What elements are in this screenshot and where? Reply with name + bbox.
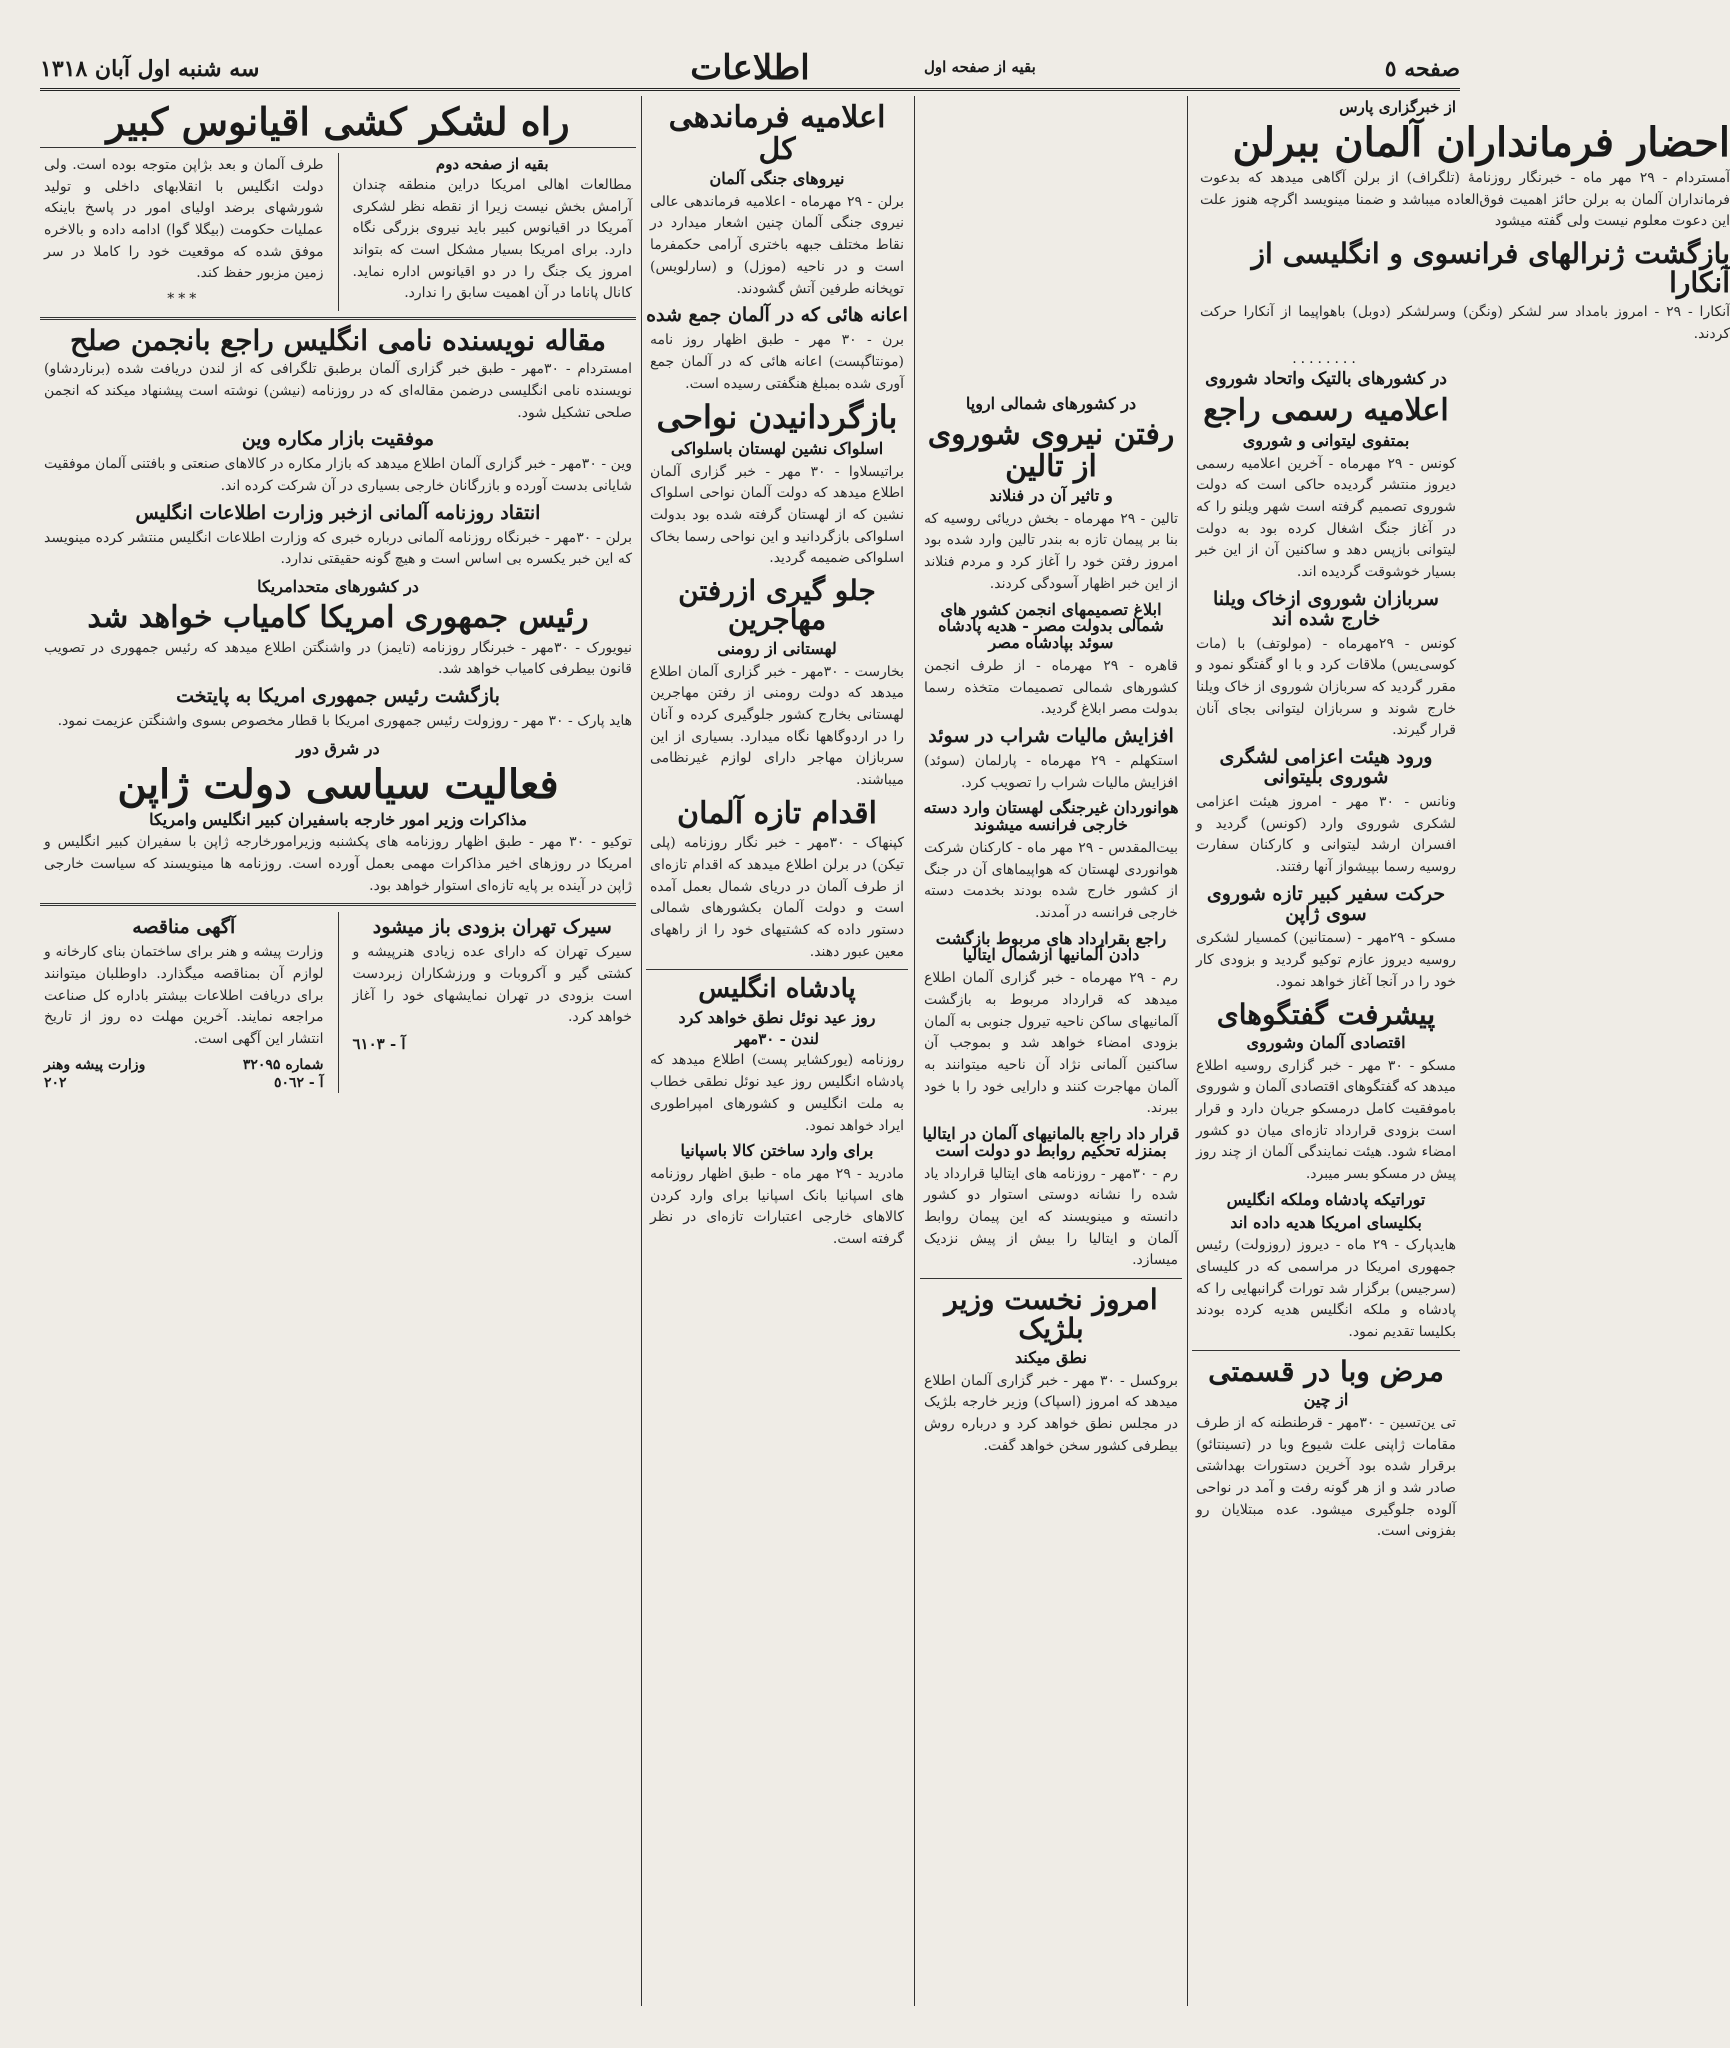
kicker: از خبرگزاری پارس [1339,98,1456,116]
article-spain: مادرید - ۲۹ مهر ماه - طبق اظهار روزنامه های اسپانیا بانک اسپانیا برای وارد کردن کالاهای خارجی اعتبارات تازه‌ای در نظر گرفته است. [650,1166,905,1248]
headline-lithuania: اعلامیه رسمی راجع [1203,393,1449,429]
masthead: اطلاعات [690,48,810,88]
article-cholera: تی ین‌تسین - ۳۰مهر - قرطنطنه که از طرف مقامات ژاپنی علت شیوع وبا در (تسینتائو) برقرار شده بود آخرین دستورات بهداشتی صادر شد و از هر گونه رفت و آمد در نواحی آلوده جلوگیری میشود. عده مبتلایان رو بفزونی است. [1196,1415,1456,1540]
headline-spain: برای وارد ساختن کالا باسپانیا [680,1141,874,1161]
subheadline-refugees: لهستانی از رومنی [717,638,837,658]
headline-italy-agreement: قرار داد راجع بالمانیهای آلمان در ایتالیا بمنزله تحکیم روابط دو دولت است [922,1124,1180,1160]
separator-dots: ........ [1292,351,1360,368]
article-king: روزنامه (یورکشایر پست) اطلاع میدهد که پادشاه انگلیس روز عید نوئل نطقی خطاب به ملت انگلیس و کشورهای امپراطوری ایراد خواهد نمود. [650,1052,904,1134]
column-rule [641,96,642,2006]
article-japan: توکیو - ۳۰ مهر - طبق اظهار روزنامه های پکشنبه وزیرامورخارجه ژاپن با سفیران کبیر انگلیس و امریکا در روزهای اخیر مذاکرات مهمی بعمل آورده است. روزنامه ها مینویسند که سیاست خارجی ژاپن در آینده بر پایه تازه‌ای استوار خواهد بود. [44,834,632,894]
tender-ad [40,912,328,1092]
article-soviet-troops: کونس - ۲۹مهرماه - (مولوتف) با (مات کوسی‌یس) ملاقات کرد و با او گفتگو نمود و مقرر گردید که سربازان شوروی از خاک ویلنا خارج شوند و سربازان لیتوانی بجای آنان قرار گیرند. [1196,635,1456,739]
article-germany-new: کپنهاک - ۳۰مهر - خبر نگار روزنامه (پلی تیکن) در برلن اطلاع میدهد که اقدام تازه‌ای از طرف آلمان در دریای شمال بعمل آمده است و دولت آلمان بکشورهای شمالی دستور داده که کشتیهای خود را از راههای معین عبور دهند. [650,835,904,960]
column-3 [646,96,908,2006]
article-polish-aviators: بیت‌المقدس - ۲۹ مهر ماه - کارکنان شرکت هوانوردی لهستان که هواپیماهای آن در جنگ از کشور خارج شده بودند بخدمت دسته خارجی فرانسه در آمدند. [924,839,1178,921]
subheadline-high-command: نیروهای جنگی آلمان [709,169,845,188]
article-donations: برن - ۳۰ مهر - طبق اظهار روز نامه (مونتاگپست) اعانه هائی که در آلمان جمع آوری شده بمبلغ هنگفتی رسیده است. [650,332,904,392]
ad-number-b: آ - ٥٠٦٢ [273,1074,324,1091]
headline-ambassador: حرکت سفیر کبیر تازه شوروی سوی ژاپن [1206,882,1446,925]
article-criticism: برلن - ۳۰مهر - خبرنگاه روزنامه آلمانی درباره خبری که وزارت اطلاعات انگلیس منتشر کرده مینویسد که این خبر یکسره بی اساس است و هیچ گونه حقیقتی ندارد. [44,529,632,568]
ad-signature: وزارت پیشه وهنر [44,1056,146,1073]
page-number: صفحه ٥ [1384,56,1460,82]
headline-pacific: راه لشکر کشی اقیانوس کبیر [106,99,570,144]
divider [920,1278,1182,1279]
subheadline-slovak: اسلواک نشین لهستان باسلواکی [670,438,884,458]
headline-criticism: انتقاد روزنامه آلمانی ازخبر وزارت اطلاعات انگلیس [135,501,541,524]
headline-soviet-troops: سربازان شوروی ازخاک ویلنا خارج شده اند [1213,587,1439,630]
subheadline-belgium: نطق میکند [1015,1347,1087,1367]
article-soviet-mission: ونانس - ۳۰ مهر - امروز هیئت اعزامی لشکری شوروی وارد (کونس) گردید و افسران ارشد لیتوانی و کارکنان سفارت روسیه رسما بپیشواز آنها رفتند. [1196,793,1456,875]
subheadline-king: روز عید نوئل نطق خواهد کرد [678,1007,876,1027]
article-italy-agreement: رم - ۳۰مهر - روزنامه های ایتالیا قرارداد یاد شده را نشانه دوستی استوار دو کشور دانسته و مینویسند که این پیمان روابط آلمان و ایتالیا را بیش از پیش نزدیک میسازد. [924,1165,1178,1269]
article-vienna: وین - ۳۰مهر - خبر گزاری آلمان اطلاع میدهد که بازار مکاره در کالاهای صنعتی و بافتنی آلمان موفقیت شایانی بدست آورده و بازرگانان خارجی بسیاری در آن شرکت کرده اند. [44,456,632,495]
column-2 [920,58,1182,2006]
headline-wine-tax: افزایش مالیات شراب در سوئد [928,725,1174,747]
headline-cholera: مرض وبا در قسمتی [1208,1354,1444,1388]
section-north-europe: در کشورهای شمالی اروپا [965,394,1137,413]
section-baltic: در کشورهای بالتیک واتحاد شوروی [1205,369,1447,390]
article-ambassador: مسکو - ۲۹مهر - (سمتانین) کمسیار لشکری روسیه دیروز عازم توکیو گردید و بزودی کار خود را در آنجا آغاز خواهد نمود. [1196,930,1456,990]
headline-polish-aviators: هوانوردان غیرجنگی لهستان وارد دسته خارجی فرانسه میشوند [923,798,1179,835]
headline-governors: احضار فرمانداران آلمان ببرلن [1232,119,1730,166]
headline-economic-talks: پیشرفت گفتگوهای [1216,997,1436,1031]
headline-refugees: جلو گیری ازرفتن مهاجرین [678,574,876,637]
column-rule [1187,96,1188,2006]
article-egypt: قاهره - ۲۹ مهرماه - از طرف انجمن کشورهای شمالی تصمیمات متخذه رسما بدولت مصر ابلاغ گردید. [924,657,1178,718]
subheadline-economic-talks: اقتصادی آلمان وشوروی [1246,1032,1406,1052]
article-belgium: بروکسل - ۳۰ مهر - خبر گزاری آلمان اطلاع میدهد که امروز (اسپاک) وزیر خارجه بلژیک در مجلس نطق خواهد کرد و درباره روش بیطرفی کشور سخن خواهد گفت. [924,1372,1178,1454]
headline-peace: مقاله نویسنده نامی انگلیس راجع بانجمن صلح [69,324,606,358]
headline-belgium: امروز نخست وزیر بلژیک [944,1283,1158,1346]
article-governors: آمستردام - ۲۹ مهر ماه - خبرنگار روزنامهٔ (تلگراف) از برلن آگاهی میدهد که بدعوت فرمانداران آلمان به برلن حائز اهمیت فوق‌العاده میباشد و ضمنا مینویسد اگرچه هنوز علت این دعوت معلوم نیست ولی گفته میشود [1200,170,1730,230]
headline-japan: فعالیت سیاسی دولت ژاپن [117,760,559,808]
article-bible: هایدپارک - ۲۹ ماه - دیروز (روزولت) رئیس جمهوری امریکا در مراسمی که در کلیسای (سرجیس) برگزار شد تورات گرانبهایی را که پادشاه و ملکه انگلیس هدیه کرده بودند بکلیسا تقدیم نمود. [1196,1237,1457,1341]
article-circus: سیرک تهران که دارای عده زیادی هنرپیشه و کشتی گیر و آکروبات و ورزشکاران زبردست است بزودی در تهران نمایشهای خود را آغاز خواهد کرد. [352,944,632,1026]
continued-note-2: بقیه از صفحه دوم [435,154,549,173]
subheadline-cholera: از چین [1303,1390,1349,1410]
article-tyrol: رم - ۲۹ مهرماه - خبر گزاری آلمان اطلاع میدهد که قرارداد مربوط به بازگشت آلمانیهای ساکن ناحیه تیرول جنوبی به آلمان بزودی امضاء خواهد شد و بموجب آن ساکنین آلمانی نژاد آن ناحیه میتوانند به آلمان مهاجرت کنند و دارایی خود را با خود ببرند. [924,970,1178,1117]
ad-title: آگهی مناقصه [132,916,236,939]
article-peace: امستردام - ۳۰مهر - طبق خبر گزاری آلمان برطبق تلگرافی که از لندن دریافت شده (برناردشاو) نویسنده نامی انگلیسی درضمن مقاله‌ای که در روزنامه (نیشن) نوشته است پیشنهاد میکند که انجمن صلحی تشکیل شود. [44,361,633,421]
headline-president: رئیس جمهوری امریکا کامیاب خواهد شد [87,600,589,636]
dateline-king: لندن - ۳۰مهر [734,1030,819,1049]
newspaper-page [40,52,1730,2012]
divider [40,147,636,148]
headline-germany-new: اقدام تازه آلمان [677,795,877,831]
article-tallinn: تالین - ۲۹ مهرماه - بخش دریائی روسیه که بنا بر پیمان تازه به بندر تالین وارد شده بود امروز رفتن خود را آغاز کرد و مردم فنلاند از این خبر اظهار آسودگی کردند. [924,510,1178,592]
headline-return: بازگشت رئیس جمهوری امریکا به پایتخت [176,684,500,707]
divider [40,317,636,320]
subheadline-lithuania: بمتفوی لیتوانی و شوروی [1242,430,1410,450]
ad-number-c: ۲٠٢ [44,1074,67,1091]
section-usa: در کشورهای متحدامریکا [257,577,419,597]
section-far-east: در شرق دور [296,738,380,758]
ad-text: وزارت پیشه و هنر برای ساختمان بنای کارخانه و لوازم آن بمناقصه میگذارد. داوطلبان میتوانند برای دریافت اطلاعات بیشتر باداره کل صناعت مراجعه نمایند. آخرین مهلت ده روز از تاریخ انتشار این آگهی است. [44,944,324,1048]
issue-date: سه شنبه اول آبان ۱۳۱۸ [40,56,260,82]
ad-number-d: آ - ٦١٠٣ [352,1035,406,1054]
divider [40,903,636,906]
article-high-command: برلن - ۲۹ مهرماه - اعلامیه فرماندهی عالی نیروی جنگی آلمان چنین اشعار میدارد در نقاط مختلف جبهه باختری آرامی حکمفرما است و در ناحیه (موزل) و (سارلویس) توپخانه طرفین آتش گشودند. [650,193,904,297]
article-president: نیویورک - ۳۰مهر - خبرنگار روزنامه (تایمز) در واشنگتن اطلاع میدهد که رئیس جمهوری در تصویب قانون بیطرفی کامیاب خواهد شد. [44,639,632,678]
subheadline-bible: بکلیسای امریکا هدیه داده اند [1230,1212,1422,1232]
column-1 [1192,96,1730,2006]
article-return: هاید پارک - ۳۰ مهر - روزولت رئیس جمهوری امریکا با قطار مخصوص بسوی واشنگتن عزیمت نمود. [57,712,632,729]
article-generals: آنکارا - ۲۹ - امروز بامداد سر لشکر (ونگن) وسرلشکر (دوبل) باهواپیما از آنکارا حرکت کردند. [1200,303,1730,342]
headline-slovak: بازگردانیدن نواحی [656,398,898,437]
article-refugees: بخارست - ۳۰مهر - خبر گزاری آلمان اطلاع میدهد که دولت رومنی از رفتن مهاجرین لهستانی بخارج کشور جلوگیری کرده و آنان را در اردوگاهها نگاه میدارد. بسیاری از این سربازان مهاجر دارای لوازم غیرنظامی میباشند. [650,663,905,789]
article-lithuania: کونس - ۲۹ مهرماه - آخرین اعلامیه رسمی دیروز منتشر گردیده حاکی است که دولت شوروی تصمیم گرفته است شهر ویلنو را که در آغاز جنگ اشغال کرده بود به دولت لیتوانی بازپس دهد و ساکنین آن از این خبر بسیار خوشوقت گردیده اند. [1196,455,1456,580]
article-pacific-2: طرف آلمان و بعد بژاپن متوجه بوده است. ولی دولت انگلیس با انقلابهای داخلی و تولید شورشهای برضد اولیای امور در پاسخ باینکه عملیات حکومت (بیگلا گوا) ادامه داده و بالاخره موفق شده که موقعیت خود را کاملا در سر زمین مزبور حفظ کند. [44,156,324,282]
ad-number-a: شماره ۳۲۰۹۵ [242,1056,324,1073]
headline-generals: بازگشت ژنرالهای فرانسوی و انگلیسی از آنکارا [1251,237,1730,300]
divider [646,969,908,970]
column-rule [914,96,915,2006]
subheadline-japan: مذاکرات وزیر امور خارجه باسفیران کبیر انگلیس وامریکا [149,809,527,829]
headline-circus: سیرک تهران بزودی باز میشود [372,916,612,939]
article-slovak: براتیسلاوا - ۳۰ مهر - خبر گزاری آلمان اطلاع میدهد که دولت آلمان نواحی اسلواک نشین که از لهستان گرفته شده بود بدولت اسلواکی بازگردانید و این نواحی رسما بخاک اسلواکی ضمیمه گردید. [650,463,904,567]
headline-donations: اعانه هائی که در آلمان جمع شده [646,304,908,327]
headline-egypt: ابلاغ تصمیمهای انجمن کشور های شمالی بدولت مصر - هدیه پادشاه سوئد بپادشاه مصر [938,599,1164,653]
headline-tallinn: رفتن نیروی شوروی از تالین [927,417,1175,484]
article-wine-tax: استکهلم - ۲۹ مهرماه - پارلمان (سوئد) افزایش مالیات شراب را تصویب کرد. [924,752,1178,791]
headline-soviet-mission: ورود هیئت اعزامی لشگری شوروی بلیتوانی [1219,745,1433,788]
divider [1192,1350,1460,1351]
headline-king: پادشاه انگلیس [698,974,856,1005]
article-pacific-1: مطالعات اهالی امریکا دراین منطقه چندان آرامش بخش نیست زیرا از نقطه نظر لشکری آمریکا در اقیانوس کبیر باید نیروی بزرگی نگاه دارد. برای امریکا بسیار مشکل است که بتواند امروز یک جنگ را در دو اقیانوس اداره نماید. کانال پاناما در آن اهمیت سابق را ندارد. [352,176,632,302]
continued-note: بقیه از صفحه اول [924,58,1036,76]
article-economic-talks: مسکو - ۳۰ مهر - خبر گزاری روسیه اطلاع میدهد که گفتگوهای اقتصادی آلمان و شوروی باموفقیت کامل درمسکو جریان دارد و قرار است بزودی قرارداد تازه‌ای میان دو کشور امضاء شود. هیئت نمایندگی آلمان از چند روز پیش در مسکو بسر میبرد. [1196,1057,1456,1183]
headline-bible: توراتیکه پادشاه وملکه انگلیس [1226,1189,1426,1209]
column-4: راه لشکر کشی اقیانوس کبیر بقیه از صفحه دوم مطالعات اهالی امریکا دراین منطقه چندان آرامش بخش نیست زیرا از نقطه نظر لشکری آمریکا در اقیانوس کبیر باید نیروی بزرگی نگاه دارد. برای امریکا بسیار مشکل است که بتواند امروز یک جنگ را در دو اقیانوس اداره نماید. کانال پاناما در آن اهمیت سابق را ندارد. طرف آلمان و بعد بژاپن متوجه بوده است. ولی دولت انگلیس با انقلابهای داخلی و تولید شورشهای برضد اولیای امور در پاسخ باینکه عملیات حکومت (بیگلا گوا) ادامه داده و بالاخره موفق شده که موقعیت خود را کاملا در سر زمین مزبور حفظ کند. *** مقاله نویسنده نامی انگلیس راجع بانجمن صلح امستردام - ۳۰مهر - طبق خبر گزاری آلمان برطبق تلگرافی که از لندن دریافت شده (برناردشاو) نویسنده نامی انگلیسی درضمن مقاله‌ای که در روزنامه (نیشن) نوشته است پیشنهاد میکند که انجمن صلحی تشکیل شود. موفقیت بازار مکاره وین وین - ۳۰مهر - خبر گزاری آلمان اطلاع میدهد که بازار مکاره در کالاهای صنعتی و بافتنی آلمان موفقیت شایانی بدست آورده و بازرگانان خارجی بسیاری در آن شرکت کرده اند. انتقاد روزنامه آلمانی ازخبر وزارت اطلاعات انگلیس برلن - ۳۰مهر - خبرنگاه روزنامه آلمانی درباره خبری که وزارت اطلاعات انگلیس منتشر کرده مینویسد که این خبر یکسره بی اساس است و هیچ گونه حقیقتی ندارد. در کشورهای متحدامریکا رئیس جمهوری امریکا کامیاب خواهد شد نیویورک - ۳۰مهر - خبرنگار روزنامه (تایمز) در واشنگتن اطلاع میدهد که رئیس جمهوری در تصویب قانون بیطرفی کامیاب خواهد شد. بازگشت رئیس جمهوری امریکا به پایتخت هاید پارک - ۳۰ مهر - روزولت رئیس جمهوری امریکا با قطار مخصوص بسوی واشنگتن عزیمت نمود. در شرق دور فعالیت سیاسی دولت ژاپن مذاکرات وزیر امور خارجه باسفیران کبیر انگلیس وامریکا توکیو - ۳۰ مهر - طبق اظهار روزنامه های پکشنبه وزیرامورخارجه ژاپن با سفیران کبیر انگلیس و امریکا در روزهای اخیر مذاکرات مهمی بعمل آورده است. روزنامه ها مینویسند که سیاست خارجی ژاپن در آینده بر پایه تازه‌ای استوار خواهد بود. سیرک تهران بزودی باز میشود سیرک تهران که دارای عده زیادی هنرپیشه و کشتی گیر و آکروبات و ورزشکاران زبردست است بزودی در تهران نمایشهای خود را آغاز خواهد کرد. آ - ٦١٠٣ آگهی مناقصه وزارت پیشه و هنر برای ساختمان بنای کارخانه و لوازم آن بمناقصه میگذارد. داوطلبان میتوانند برای دریافت اطلاعات بیشتر باداره کل صناعت مراجعه نمایند. آخرین مهلت ده روز از تاریخ انتشار این آگهی است. شماره ۳۲۰۹۵ وزارت پیشه وهنر آ - ٥٠٦٢ ۲٠٢ [40,96,636,2006]
headline-vienna: موفقیت بازار مکاره وین [241,428,435,451]
subheadline-tallinn: و تاثیر آن در فنلاند [989,486,1113,505]
headline-high-command: اعلامیه فرماندهی کل [668,100,886,167]
headline-tyrol: راجع بقرارداد های مربوط بازگشت دادن آلمانیها ازشمال ایتالیا [935,928,1167,965]
